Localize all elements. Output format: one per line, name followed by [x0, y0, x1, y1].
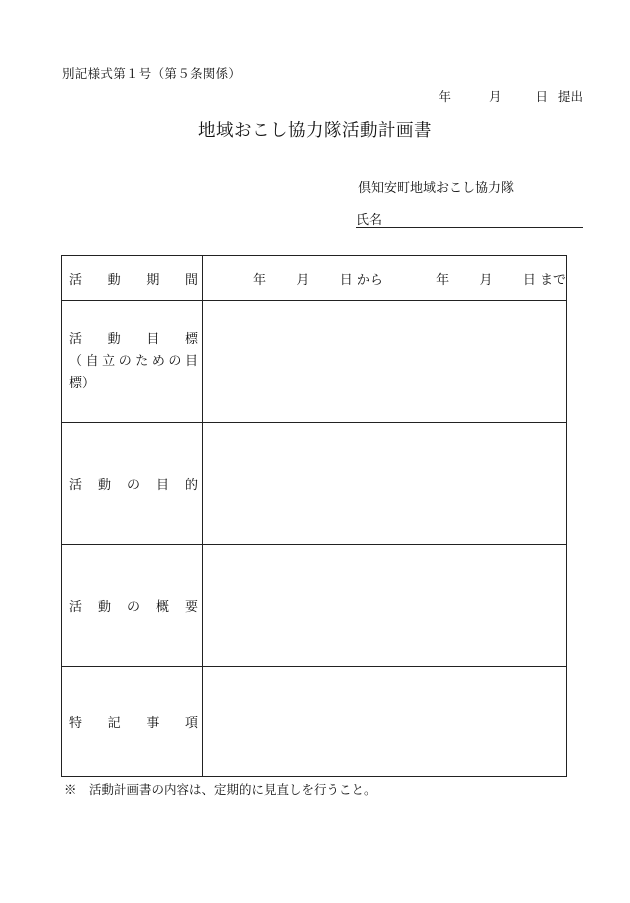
overview-label-cell [62, 545, 203, 667]
remarks-label-cell [62, 667, 203, 777]
label-char: の [168, 354, 182, 369]
label-char: 活 [69, 332, 83, 347]
label-char: 動 [107, 272, 121, 288]
overview-label [69, 596, 198, 615]
label-char: 活 [69, 272, 83, 288]
form-reference: 別記様式第１号（第５条関係） [62, 66, 242, 81]
period-label-cell [62, 256, 203, 301]
label-char: 項 [184, 716, 198, 731]
period-month1: 月 [296, 272, 310, 288]
day-label: 日 [535, 89, 548, 104]
period-range [203, 269, 566, 288]
organization-name: 倶知安町地域おこし協力隊 [358, 181, 515, 196]
label-char: 標 [184, 332, 198, 347]
footnote: ※ 活動計画書の内容は、定期的に見直しを行うこと。 [64, 782, 377, 797]
label-char: 活 [69, 600, 83, 615]
label-char: た [135, 354, 149, 369]
goal-sub-1 [69, 351, 198, 373]
plan-table [61, 255, 567, 777]
label-char: 動 [97, 600, 111, 615]
label-char: 記 [107, 716, 121, 731]
label-char: 立 [102, 354, 116, 369]
period-value-cell[interactable] [203, 256, 567, 301]
period-day-to: 日 まで [522, 272, 566, 288]
label-char: 期 [146, 272, 160, 288]
document-title: 地域おこし協力隊活動計画書 [198, 121, 432, 141]
period-year2: 年 [436, 272, 450, 288]
label-char: 事 [146, 716, 160, 731]
remarks-label [69, 712, 198, 731]
name-label: 氏名 [356, 213, 383, 228]
label-char: 要 [184, 600, 198, 615]
label-char: 自 [85, 354, 99, 369]
goal-sub-2: 標） [69, 376, 96, 391]
purpose-label [69, 474, 198, 493]
remarks-value-cell[interactable] [203, 667, 567, 777]
row-overview [62, 545, 567, 667]
submission-date [438, 87, 583, 105]
label-char: 目 [184, 354, 198, 369]
year-label: 年 [438, 89, 451, 104]
label-char: め [151, 354, 165, 369]
label-char: 特 [69, 716, 83, 731]
period-day-from: 日 から [339, 272, 383, 288]
purpose-label-cell [62, 423, 203, 545]
row-goal [62, 301, 567, 423]
goal-main [69, 329, 198, 351]
goal-label-cell [62, 301, 203, 423]
label-char: 目 [146, 332, 160, 347]
row-purpose [62, 423, 567, 545]
label-char: の [118, 354, 132, 369]
label-char: 活 [69, 478, 83, 493]
label-char: 目 [155, 478, 169, 493]
row-period [62, 256, 567, 301]
label-char: 間 [184, 272, 198, 288]
label-char: 概 [155, 600, 169, 615]
label-char: 動 [107, 332, 121, 347]
overview-value-cell[interactable] [203, 545, 567, 667]
label-char: （ [69, 354, 83, 369]
period-year1: 年 [253, 272, 267, 288]
month-label: 月 [488, 89, 502, 104]
goal-label [69, 329, 198, 395]
label-char: の [126, 600, 140, 615]
submitted-label: 提出 [557, 89, 583, 104]
purpose-value-cell[interactable] [203, 423, 567, 545]
label-char: の [126, 478, 140, 493]
name-field[interactable] [356, 209, 583, 228]
period-label [69, 269, 198, 288]
goal-value-cell[interactable] [203, 301, 567, 423]
label-char: 的 [184, 478, 198, 493]
row-remarks [62, 667, 567, 777]
label-char: 動 [97, 478, 111, 493]
period-month2: 月 [479, 272, 493, 288]
